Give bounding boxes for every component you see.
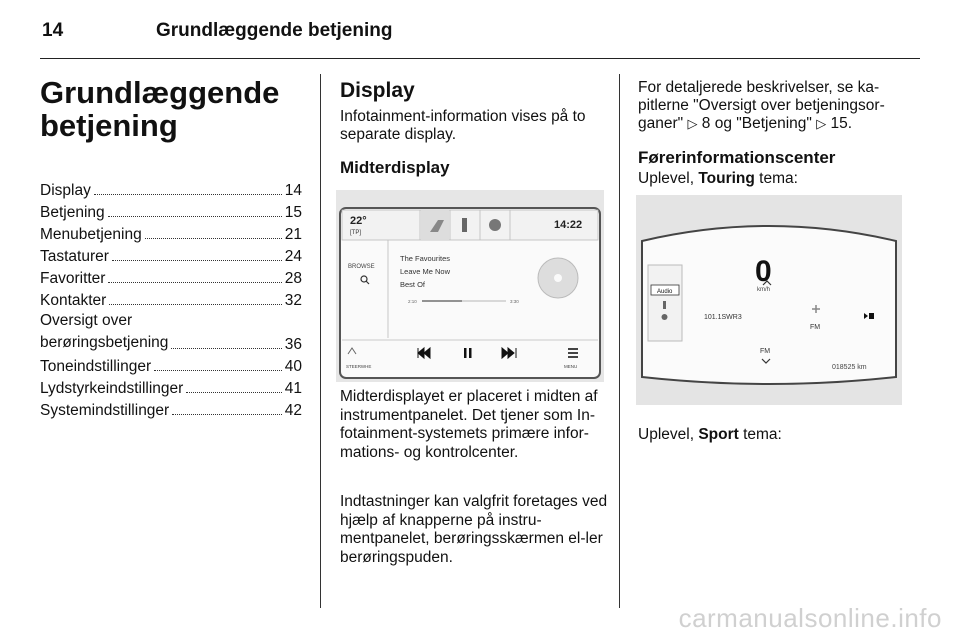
toc-entry[interactable] [40, 376, 302, 398]
section-heading: Display [340, 79, 415, 102]
toc-entry[interactable] [40, 398, 302, 420]
caption-text: tema: [759, 170, 798, 187]
nav-icon [662, 314, 668, 320]
subsection-heading: Førerinformationscenter [638, 148, 836, 167]
screen-time: 14:22 [554, 219, 583, 231]
toc-page: 21 [284, 226, 302, 243]
toc-entry[interactable] [40, 222, 302, 244]
toc-label: Display [40, 182, 91, 199]
cross-ref-text: og "Betjening" [714, 115, 812, 132]
screen-total: 3:30 [510, 299, 519, 304]
menu-icon [568, 348, 578, 350]
toc-leader [172, 414, 282, 415]
toc-label-line: Oversigt over [40, 312, 133, 329]
toc-page: 28 [284, 270, 302, 287]
chapter-title-line: Grundlæggende [40, 75, 280, 110]
toc-entry[interactable] [40, 310, 302, 354]
toc-entry[interactable] [40, 288, 302, 310]
toc-label: Systemindstillinger [40, 402, 170, 419]
toc-page: 32 [284, 292, 302, 309]
table-of-contents [40, 178, 302, 420]
toc-leader [145, 238, 282, 239]
subsection-heading: Midterdisplay [340, 158, 450, 177]
cluster-illustration [636, 195, 902, 405]
toc-label-line: berøringsbetjening [40, 334, 169, 351]
cluster-station: 101.1SWR3 [704, 314, 742, 321]
cluster-audio-tab: Audio [657, 289, 673, 295]
phone-icon [663, 301, 666, 309]
toc-entry[interactable] [40, 266, 302, 288]
column-divider [619, 74, 620, 608]
cluster-speed: 0 [755, 255, 772, 288]
theme-caption [638, 426, 782, 444]
toc-leader [109, 304, 281, 305]
ref-arrow-icon: ▷ [687, 116, 698, 131]
toc-page: 14 [284, 182, 302, 199]
screen-elapsed: 2:10 [408, 299, 417, 304]
ref-arrow-icon: ▷ [816, 116, 827, 131]
toc-label: Tastaturer [40, 248, 109, 265]
toc-leader [171, 348, 281, 349]
theme-caption [638, 170, 798, 188]
toc-page: 40 [284, 358, 302, 375]
cluster-band-bottom: FM [760, 348, 771, 355]
caption-text: Uplevel, [638, 426, 694, 443]
theme-name: Sport [698, 426, 739, 443]
center-display-illustration [336, 190, 604, 382]
screen-track-line: Leave Me Now [400, 267, 451, 276]
cluster-odometer: 018525 km [832, 364, 867, 371]
screen-temp: 22° [350, 215, 367, 227]
toc-entry[interactable] [40, 178, 302, 200]
toc-page: 36 [284, 336, 302, 353]
running-title: Grundlæggende betjening [156, 20, 393, 41]
watermark: carmanualsonline.info [678, 603, 942, 633]
toc-page: 24 [284, 248, 302, 265]
chapter-title [40, 76, 310, 142]
screen-tp: [TP] [350, 230, 362, 236]
screen-steeringwheel: STEERWHE [346, 364, 372, 369]
toc-page: 41 [284, 380, 302, 397]
cross-ref-page[interactable]: 15. [830, 115, 853, 132]
running-head [40, 18, 920, 50]
toc-label: Menubetjening [40, 226, 142, 243]
column-divider [320, 74, 321, 608]
pause-icon [464, 348, 467, 358]
theme-name: Touring [698, 170, 755, 187]
cross-ref-text: For detaljerede beskrivelser, se ka-pitlerne "Oversigt over betjeningsor-ganer" [638, 79, 885, 132]
toc-label: Betjening [40, 204, 105, 221]
center-display-image [336, 190, 604, 382]
screen-track-line: Best Of [400, 280, 426, 289]
screen-browse: BROWSE [348, 264, 375, 270]
body-paragraph: Midterdisplayet er placeret i midten af instrumentpanelet. Det tjener som In-fotainment-systemets primære infor-mations- og kontrolcenter. [340, 388, 598, 461]
toc-leader [112, 260, 282, 261]
toc-leader [108, 216, 282, 217]
cross-reference-paragraph [638, 79, 920, 133]
toc-leader [94, 194, 282, 195]
toc-label: Favoritter [40, 270, 106, 287]
caption-text: tema: [743, 426, 782, 443]
toc-label: Toneindstillinger [40, 358, 152, 375]
toc-label [40, 310, 168, 354]
toc-label: Lydstyrkeindstillinger [40, 380, 184, 397]
screen-menu: MENU [564, 364, 578, 369]
toc-page: 42 [284, 402, 302, 419]
toc-leader [186, 392, 281, 393]
intro-paragraph: Infotainment-information vises på to separate display. [340, 108, 586, 143]
caption-text: Uplevel, [638, 170, 694, 187]
nav-icon [489, 219, 501, 231]
toc-label: Kontakter [40, 292, 107, 309]
toc-entry[interactable] [40, 354, 302, 376]
phone-icon [462, 218, 467, 232]
cluster-band: FM [810, 324, 821, 331]
page-number: 14 [42, 20, 64, 41]
body-paragraph: Indtastninger kan valgfrit foretages ved hjælp af knapperne på instru-mentpanelet, berøringsskærmen el-ler berøringspuden. [340, 493, 608, 566]
header-rule [40, 58, 920, 59]
toc-entry[interactable] [40, 244, 302, 266]
cluster-unit: km/h [757, 287, 771, 293]
toc-entry[interactable] [40, 200, 302, 222]
screen-track-line: The Favourites [400, 254, 451, 263]
chapter-title-line: betjening [40, 108, 178, 143]
driver-info-center-image [636, 195, 902, 405]
cross-ref-page[interactable]: 8 [701, 115, 711, 132]
toc-leader [154, 370, 282, 371]
toc-leader [108, 282, 281, 283]
toc-page: 15 [284, 204, 302, 221]
